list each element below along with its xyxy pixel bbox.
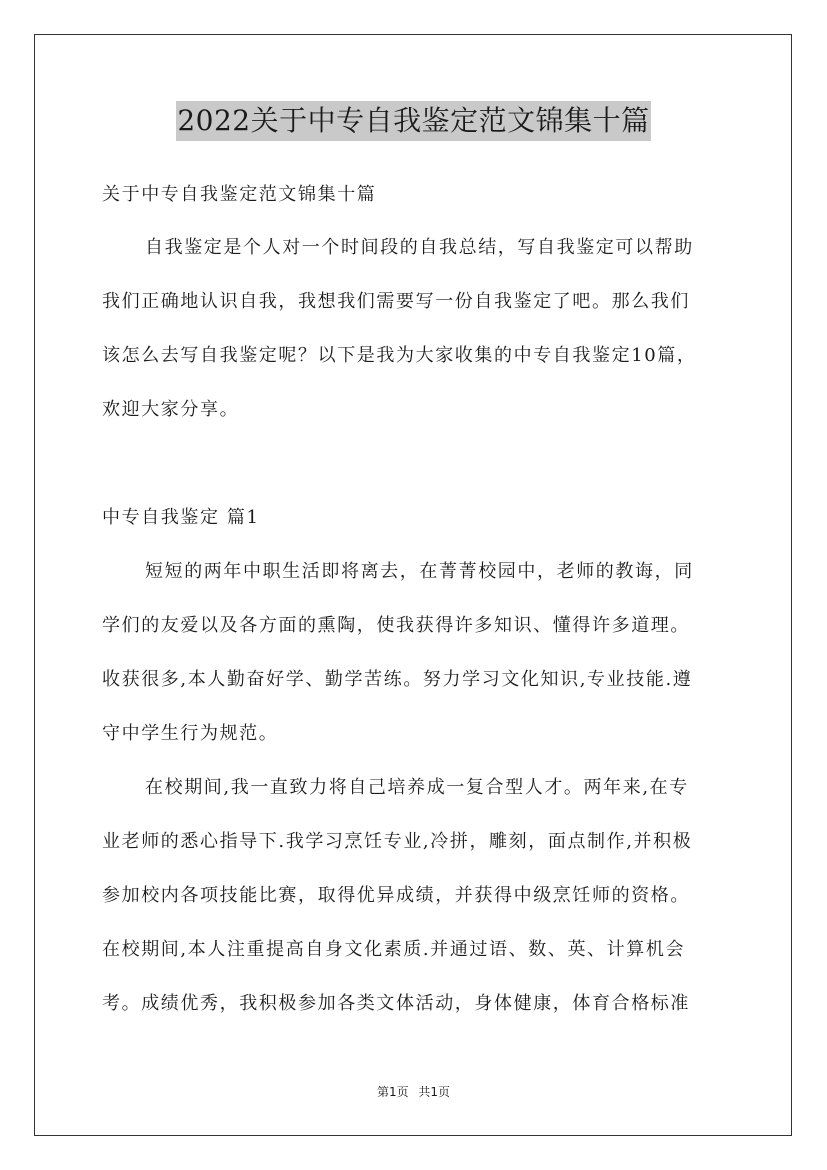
paragraph-line: 在校期间,本人注重提高自身文化素质.并通过语、数、英、计算机会 (102, 939, 686, 960)
paragraph-line: 考。成绩优秀，我积极参加各类文体活动，身体健康，体育合格标准 (102, 993, 690, 1014)
paragraph-line: 在校期间,我一直致力将自己培养成一复合型人才。两年来,在专 (145, 777, 689, 798)
intro-line: 我们正确地认识自我，我想我们需要写一份自我鉴定了吧。那么我们 (102, 291, 690, 312)
intro-line: 自我鉴定是个人对一个时间段的自我总结，写自我鉴定可以帮助 (145, 237, 694, 258)
section-heading: 中专自我鉴定 篇1 (102, 507, 260, 528)
page-number: 第1页 (376, 1085, 409, 1099)
paragraph-line: 守中学生行为规范。 (102, 723, 279, 744)
document-title: 2022关于中专自我鉴定范文锦集十篇 (176, 101, 650, 141)
paragraph-line: 业老师的悉心指导下.我学习烹饪专业,冷拼，雕刻，面点制作,并积极 (102, 831, 693, 852)
intro-line: 欢迎大家分享。 (102, 399, 240, 420)
paragraph-line: 收获很多,本人勤奋好学、勤学苦练。努力学习文化知识,专业技能.遵 (102, 669, 693, 690)
page-footer (0, 1084, 827, 1100)
paragraph-line: 参加校内各项技能比赛，取得优异成绩，并获得中级烹饪师的资格。 (102, 885, 690, 906)
page-total: 共1页 (418, 1085, 451, 1099)
paragraph-line: 短短的两年中职生活即将离去，在菁菁校园中，老师的教诲，同 (145, 561, 694, 582)
paragraph-line: 学们的友爱以及各方面的熏陶，使我获得许多知识、懂得许多道理。 (102, 615, 690, 636)
document-subtitle: 关于中专自我鉴定范文锦集十篇 (102, 184, 377, 205)
intro-line: 该怎么去写自我鉴定呢？以下是我为大家收集的中专自我鉴定10篇， (102, 345, 697, 366)
document-title-block (0, 101, 827, 141)
